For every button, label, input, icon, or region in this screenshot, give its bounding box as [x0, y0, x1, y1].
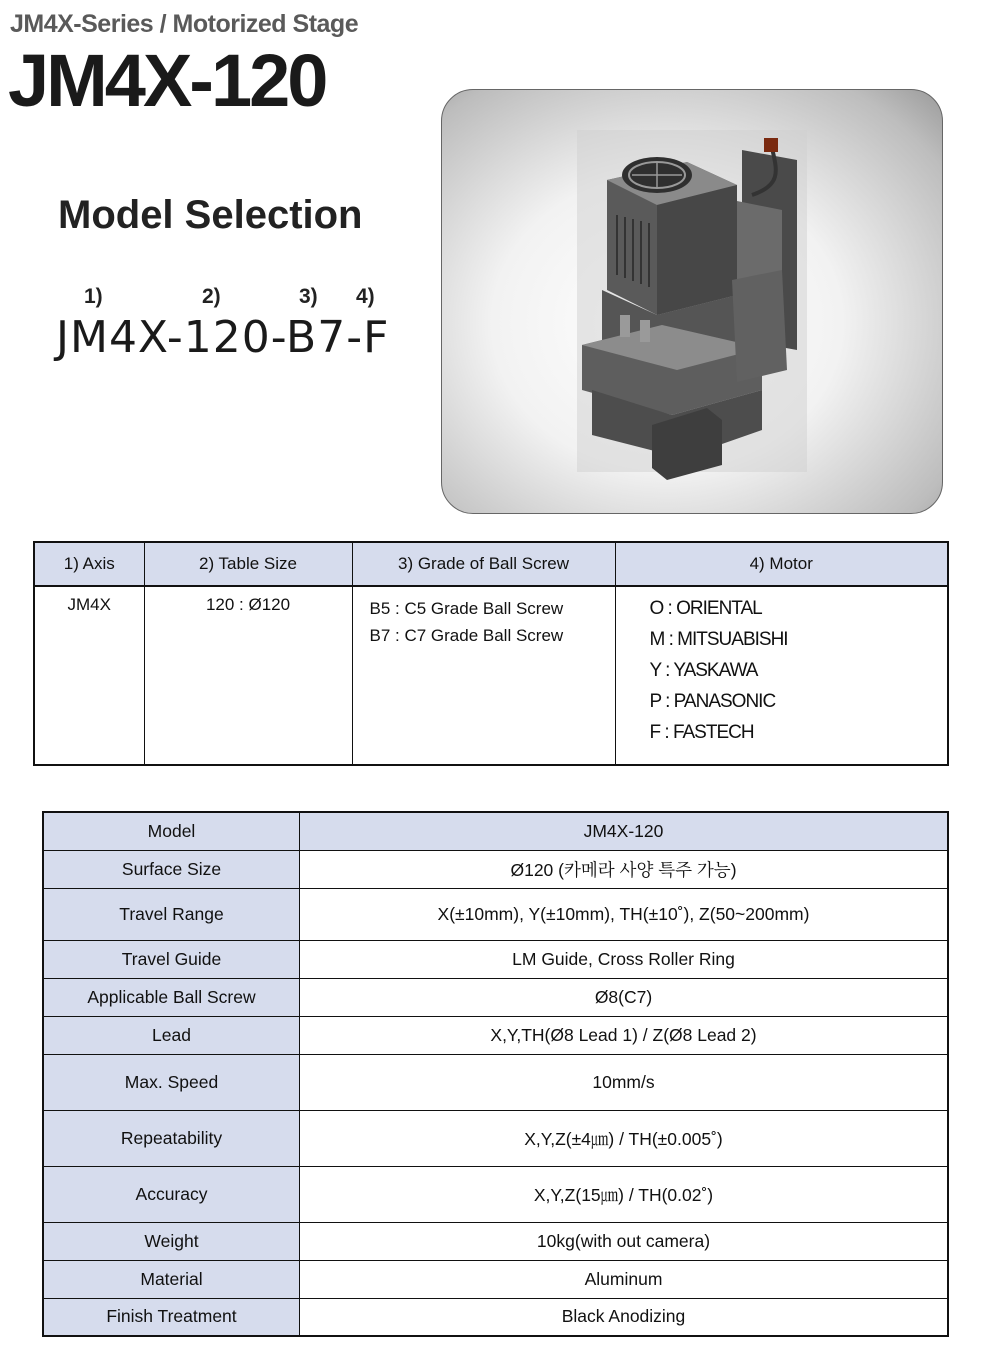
- selection-header-row: [34, 542, 948, 586]
- spec-row: [43, 1110, 948, 1166]
- spec-row: [43, 1260, 948, 1298]
- spec-value: X,Y,Z(±4㎛) / TH(±0.005˚): [300, 1110, 949, 1166]
- ball-screw-option: B7 : C7 Grade Ball Screw: [369, 626, 564, 645]
- spec-row: [43, 978, 948, 1016]
- model-code: JM4X-120-B7-F: [56, 312, 390, 363]
- spec-row: [43, 1298, 948, 1336]
- spec-label: Travel Range: [43, 888, 300, 940]
- spec-row: [43, 888, 948, 940]
- spec-label: Surface Size: [43, 850, 300, 888]
- spec-label: Repeatability: [43, 1110, 300, 1166]
- spec-row: [43, 1166, 948, 1222]
- spec-row: [43, 1054, 948, 1110]
- motor-option: P : PANASONIC: [649, 691, 776, 712]
- selection-body-row: [34, 586, 948, 765]
- code-number-1: 1): [84, 285, 103, 308]
- model-selection-table: [33, 541, 949, 766]
- spec-value: 10mm/s: [300, 1054, 949, 1110]
- spec-value: X,Y,TH(Ø8 Lead 1) / Z(Ø8 Lead 2): [300, 1016, 949, 1054]
- spec-row: [43, 850, 948, 888]
- header-table-size: 2) Table Size: [144, 542, 352, 586]
- code-number-2: 2): [202, 285, 221, 308]
- motor-option: Y : YASKAWA: [649, 660, 758, 681]
- spec-label: Finish Treatment: [43, 1298, 300, 1336]
- spec-value: Aluminum: [300, 1260, 949, 1298]
- header-axis: 1) Axis: [34, 542, 144, 586]
- spec-label: Lead: [43, 1016, 300, 1054]
- ball-screw-options: [352, 586, 615, 765]
- spec-value: X,Y,Z(15㎛) / TH(0.02˚): [300, 1166, 949, 1222]
- header-motor: 4) Motor: [615, 542, 948, 586]
- spec-value: X(±10mm), Y(±10mm), TH(±10˚), Z(50~200mm): [300, 888, 949, 940]
- series-label: JM4X-Series / Motorized Stage: [10, 10, 359, 38]
- motor-option: F : FASTECH: [649, 722, 754, 743]
- code-number-3: 3): [299, 285, 318, 308]
- spec-value: JM4X-120: [300, 812, 949, 850]
- spec-value: Ø120 (카메라 사양 특주 가능): [300, 850, 949, 888]
- spec-label: Model: [43, 812, 300, 850]
- spec-label: Applicable Ball Screw: [43, 978, 300, 1016]
- spec-value: 10kg(with out camera): [300, 1222, 949, 1260]
- ball-screw-option: B5 : C5 Grade Ball Screw: [369, 599, 564, 618]
- header-ball-screw: 3) Grade of Ball Screw: [352, 542, 615, 586]
- model-selection-heading: Model Selection: [58, 193, 363, 237]
- spec-label: Max. Speed: [43, 1054, 300, 1110]
- spec-label: Accuracy: [43, 1166, 300, 1222]
- spec-row: [43, 1016, 948, 1054]
- code-number-4: 4): [356, 285, 375, 308]
- axis-value: JM4X: [34, 586, 144, 765]
- motor-options: [615, 586, 948, 765]
- spec-row: [43, 1222, 948, 1260]
- spec-value: Black Anodizing: [300, 1298, 949, 1336]
- specification-table: [42, 811, 949, 1337]
- spec-label: Weight: [43, 1222, 300, 1260]
- spec-row: [43, 812, 948, 850]
- spec-row: [43, 940, 948, 978]
- spec-label: Material: [43, 1260, 300, 1298]
- motor-option: M : MITSUABISHI: [649, 629, 788, 650]
- product-title: JM4X-120: [8, 39, 326, 122]
- table-size-value: 120 : Ø120: [144, 586, 352, 765]
- spec-label: Travel Guide: [43, 940, 300, 978]
- product-photo: [441, 89, 943, 514]
- motor-option: O : ORIENTAL: [649, 598, 762, 619]
- spec-value: LM Guide, Cross Roller Ring: [300, 940, 949, 978]
- spec-value: Ø8(C7): [300, 978, 949, 1016]
